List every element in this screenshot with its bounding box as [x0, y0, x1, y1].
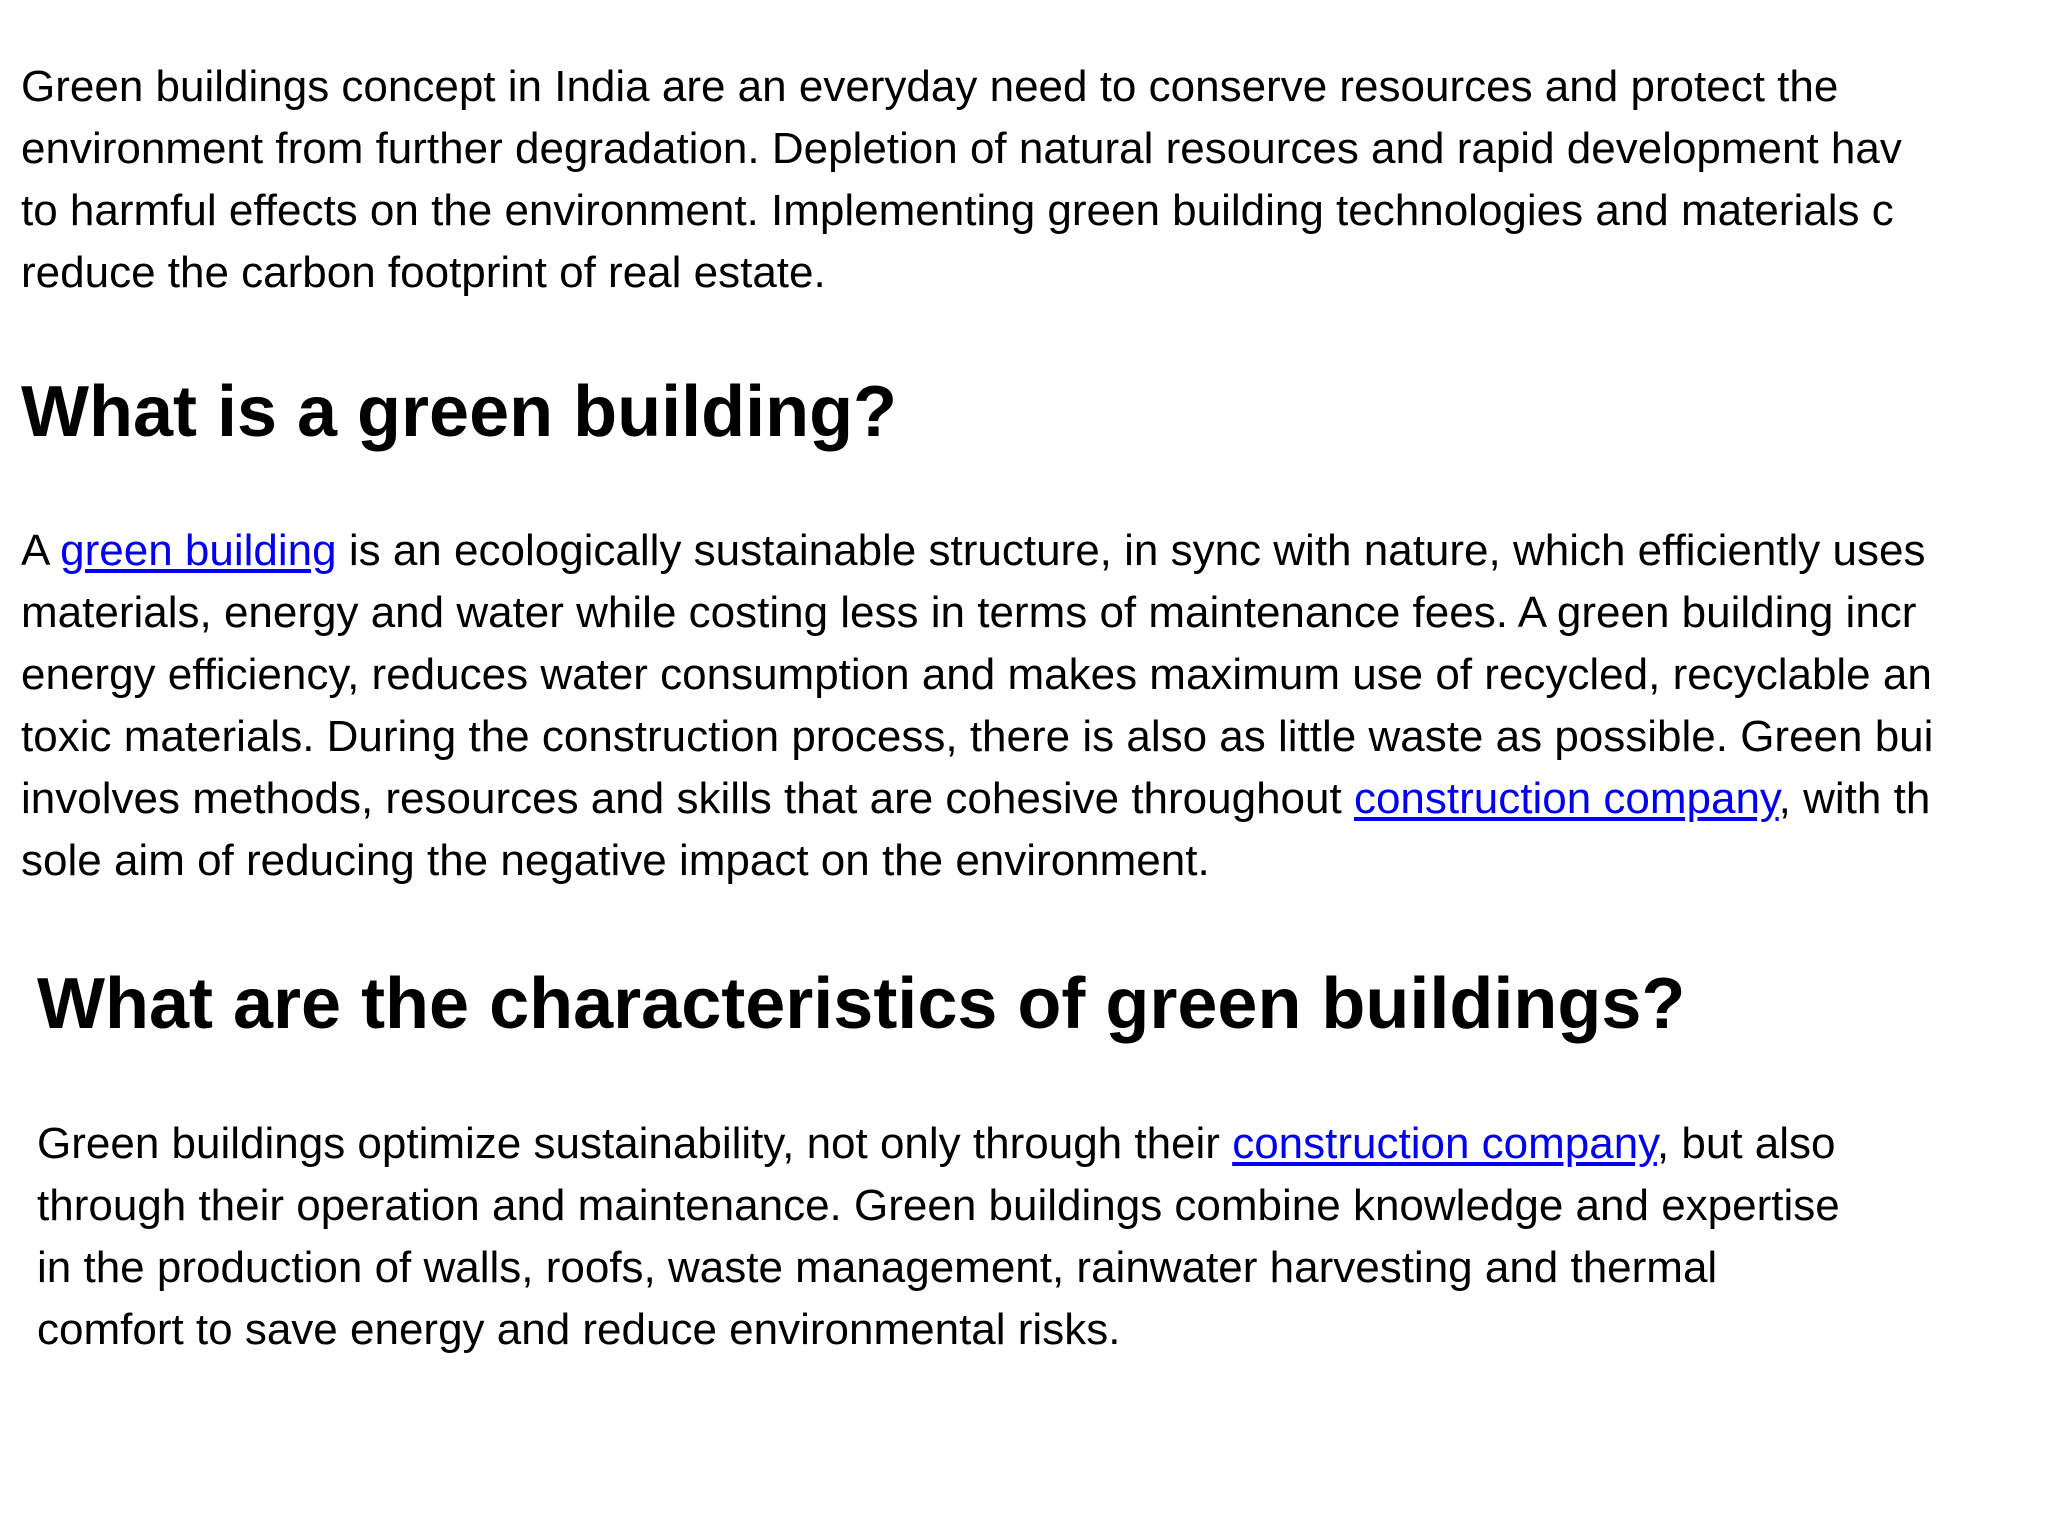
intro-line: reduce the carbon footprint of real estate. — [21, 248, 826, 297]
section2-line — [37, 1113, 1840, 1175]
section1-line: sole aim of reducing the negative impact on the environment. — [21, 836, 1210, 885]
section2-line: in the production of walls, roofs, waste management, rainwater harvesting and thermal — [37, 1243, 1718, 1292]
text: Green buildings optimize sustainability, not only through their — [37, 1119, 1233, 1168]
section1-line — [21, 768, 1933, 830]
intro-line: to harmful effects on the environment. Implementing green building technologies and materials c — [21, 186, 1894, 235]
intro-line: Green buildings concept in India are an everyday need to conserve resources and protect the — [21, 62, 1839, 111]
text: is an ecologically sustainable structure, in sync with nature, which efficiently uses — [336, 526, 1926, 575]
heading-what-is-green-building: What is a green building? — [21, 372, 898, 452]
section1-line: materials, energy and water while costing less in terms of maintenance fees. A green building incr — [21, 588, 1917, 637]
section2-line: through their operation and maintenance. Green buildings combine knowledge and expertise — [37, 1181, 1840, 1230]
intro-line: environment from further degradation. Depletion of natural resources and rapid development hav — [21, 124, 1902, 173]
section1-line — [21, 520, 1933, 582]
green-building-link[interactable]: green building — [60, 526, 337, 575]
section1-paragraph — [21, 520, 1933, 892]
construction-company-link[interactable]: construction company — [1232, 1119, 1657, 1168]
heading-characteristics: What are the characteristics of green buildings? — [37, 964, 1686, 1044]
section2-paragraph — [37, 1113, 1840, 1361]
text: , with th — [1778, 774, 1931, 823]
intro-paragraph — [21, 56, 1902, 304]
section1-line: energy efficiency, reduces water consumption and makes maximum use of recycled, recyclable an — [21, 650, 1932, 699]
text: , but also — [1656, 1119, 1836, 1168]
text: involves methods, resources and skills that are cohesive throughout — [21, 774, 1354, 823]
text: A — [21, 526, 61, 575]
section1-line: toxic materials. During the construction process, there is also as little waste as possible. Green bui — [21, 712, 1934, 761]
section2-line: comfort to save energy and reduce environmental risks. — [37, 1305, 1121, 1354]
construction-company-link[interactable]: construction company — [1353, 774, 1779, 823]
